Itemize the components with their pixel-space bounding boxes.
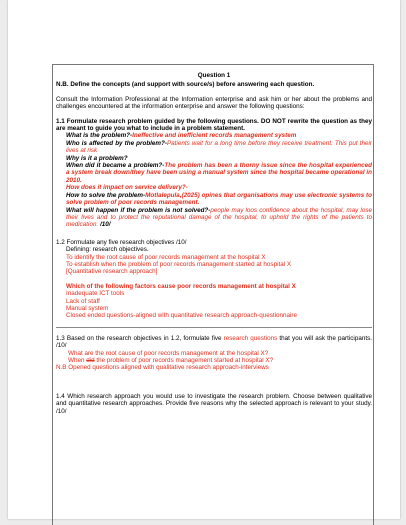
q12-objectives bbox=[56, 246, 372, 320]
q14-prompt: 1.4 Which research approach you would use to investigate the research problem. Choose between qualitative and quantitative research approaches. Provide five reasons why the selected approach is relevant to your study. /10/ bbox=[56, 392, 372, 415]
q13-prompt: 1.3 Based on the research objectives in 1.2, formulate five research questions that you will ask the participants. /10/ bbox=[56, 334, 372, 350]
document-content bbox=[56, 72, 372, 415]
q12-question: Which of the following factors cause poor records management at hospital X bbox=[66, 282, 296, 290]
q12-option-3: Manual system bbox=[66, 304, 109, 312]
q13-rq-2: When did the problem of poor records management started at hospital X? bbox=[68, 357, 274, 364]
q12-option-2: Lack of staff bbox=[66, 297, 100, 305]
q11-prompt: 1.1 Formulate research problem guided by the following questions. DO NOT rewrite the question as they are meant to guide you what to include in a problem statement. bbox=[56, 117, 372, 133]
q11-who: Who is affected by the problem?-Patients wait for a long time before they receive treatment. This put their lives at risk bbox=[66, 139, 372, 155]
q12-defining: Defining: research objectives. bbox=[66, 246, 149, 254]
q11-answers bbox=[56, 132, 372, 228]
question-title: Question 1 bbox=[197, 72, 231, 79]
q12-option-1: Inadequate ICT tools bbox=[66, 290, 125, 298]
q11-what-happen: What will happen if the problem is not solved?-people may loos confidence about the hospital, may lose their lives and to protect the reputational damage of the hospital, to uphold the rights of the patients to medication. /10/ bbox=[66, 206, 372, 229]
q11-why: Why is it a problem? bbox=[66, 154, 128, 162]
q11-how-impact: How does it impact on service delivery?- bbox=[66, 184, 188, 192]
q12-objective-1: To identify the root cause of poor records management at the hospital X bbox=[66, 253, 266, 261]
q12-option-4: Closed ended questions-aligned with quantitative research approach-questionnaire bbox=[66, 312, 298, 320]
q12-objective-2: To establish when the problem of poor records management started at hospital X bbox=[66, 260, 292, 268]
q13-questions bbox=[56, 350, 372, 365]
intro-paragraph: Consult the Information Professional at the Information enterprise and ask him or her about the problems and challenges encountered at the information enterprise and answer the following questions: bbox=[56, 95, 372, 111]
nb-instruction: N.B. Define the concepts (and support with source/s) before answering each question. bbox=[56, 81, 315, 89]
q12-prompt: 1.2 Formulate any five research objectives /10/ bbox=[56, 238, 187, 246]
q13-rq-1: What are the root cause of poor records management at the hospital X? bbox=[68, 349, 269, 357]
q11-when: When did it became a problem?-The problem has been a thorny issue since the hospital experienced a system break down/they have been using a manual system since the hospital became operational in 2010. bbox=[66, 162, 372, 184]
q11-how-solve: How to solve the problem-Motlalepula,(2025) opines that organisations may use electronic systems to solve problem of poor records management. bbox=[66, 191, 372, 207]
q13-nb: N.B Opened questions aligned with qualitative research approach-interviews bbox=[56, 364, 269, 372]
q11-what: What is the problem?-Ineffective and inefficient records management system bbox=[66, 132, 297, 140]
q12-approach: [Quantitative research approach] bbox=[66, 268, 158, 276]
